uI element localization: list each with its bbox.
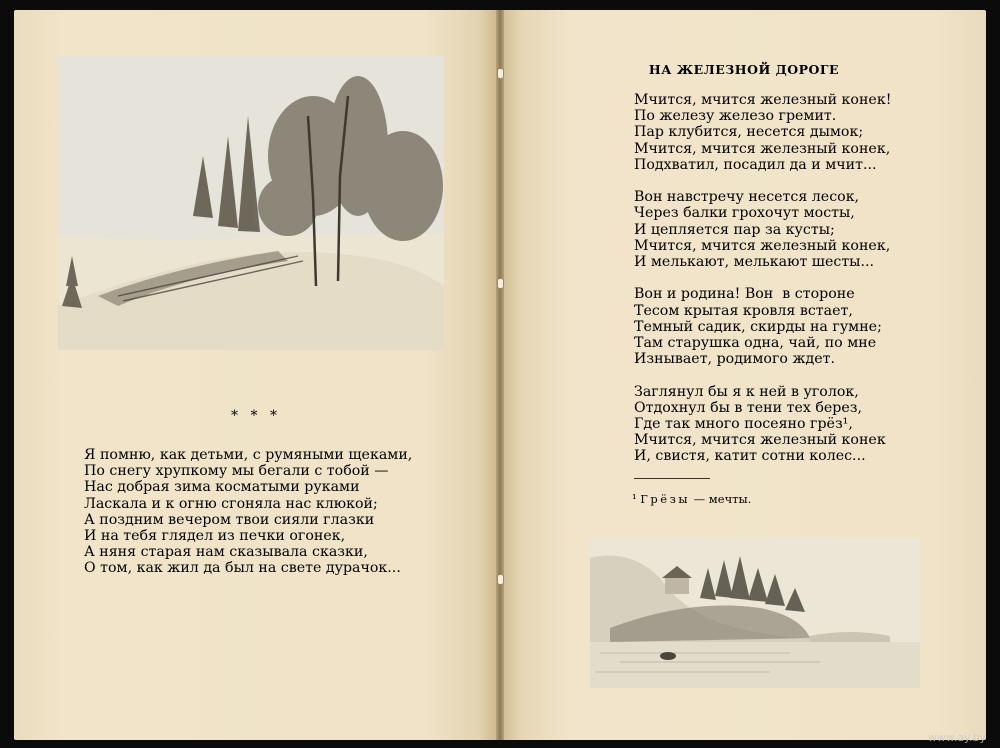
poem-line: Пар клубится, несется дымок; bbox=[634, 124, 864, 141]
poem-line: Там старушка одна, чай, по мне bbox=[634, 335, 877, 352]
poem-line: Подхватил, посадил да и мчит... bbox=[634, 156, 877, 173]
right-poem bbox=[634, 92, 974, 481]
poem-line: Где так много посеяно грёз¹, bbox=[634, 416, 853, 433]
poem-line: И на тебя глядел из печки огонек, bbox=[84, 528, 346, 545]
poem-line: Ласкала и к огню сгоняла нас клюкой; bbox=[84, 495, 378, 512]
lake-illustration bbox=[590, 538, 920, 688]
poem-line: Темный садик, скирды на гумне; bbox=[634, 318, 882, 335]
watermark: www.ay.by bbox=[927, 731, 986, 744]
footnote-mark: ¹ bbox=[632, 492, 637, 506]
poem-line: А поздним вечером твои сияли глазки bbox=[84, 511, 375, 528]
poem-line: Мчится, мчится железный конек! bbox=[634, 92, 892, 108]
landscape-illustration bbox=[58, 56, 444, 350]
poem-line: Нас добрая зима косматыми руками bbox=[84, 479, 360, 496]
poem-line: Вон навстречу несется лесок, bbox=[634, 189, 860, 206]
poem-line: Мчится, мчится железный конек bbox=[634, 432, 886, 449]
section-ornament: * * * bbox=[231, 408, 281, 424]
poem-line: И мелькают, мелькают шесты... bbox=[634, 254, 875, 271]
poem-line: Мчится, мчится железный конек, bbox=[634, 237, 891, 254]
footnote-definition: — мечты. bbox=[693, 492, 752, 506]
poem-line: По снегу хрупкому мы бегали с тобой — bbox=[84, 463, 389, 480]
staple-hole bbox=[497, 574, 504, 585]
footnote-rule bbox=[634, 478, 710, 479]
poem-stanza bbox=[634, 384, 974, 465]
left-poem bbox=[84, 447, 484, 577]
poem-line: Тесом крытая кровля встает, bbox=[634, 302, 853, 319]
poem-title: НА ЖЕЛЕЗНОЙ ДОРОГЕ bbox=[648, 62, 840, 77]
footnote bbox=[632, 492, 751, 506]
staple-hole bbox=[497, 278, 504, 289]
poem-line: Изнывает, родимого ждет. bbox=[634, 351, 835, 368]
poem-line: Заглянул бы я к ней в уголок, bbox=[634, 383, 859, 400]
footnote-word: Грёзы bbox=[640, 492, 690, 506]
poem-line: Я помню, как детьми, с румяными щеками, bbox=[84, 447, 413, 463]
poem-line: Мчится, мчится железный конек, bbox=[634, 140, 891, 157]
poem-line: И, свистя, катит сотни колес... bbox=[634, 448, 866, 465]
poem-line: Вон и родина! Вон в стороне bbox=[634, 286, 855, 303]
poem-stanza bbox=[634, 286, 974, 367]
poem-stanza bbox=[634, 189, 974, 270]
poem-line: По железу железо гремит. bbox=[634, 108, 837, 125]
book-gutter bbox=[496, 10, 504, 740]
poem-line: Отдохнул бы в тени тех берез, bbox=[634, 399, 863, 416]
poem-line: И цепляется пар за кусты; bbox=[634, 221, 835, 238]
poem-line: О том, как жил да был на свете дурачок... bbox=[84, 560, 401, 577]
poem-line: А няня старая нам сказывала сказки, bbox=[84, 544, 368, 561]
poem-stanza bbox=[634, 92, 974, 173]
poem-line: Через балки грохочут мосты, bbox=[634, 205, 855, 222]
